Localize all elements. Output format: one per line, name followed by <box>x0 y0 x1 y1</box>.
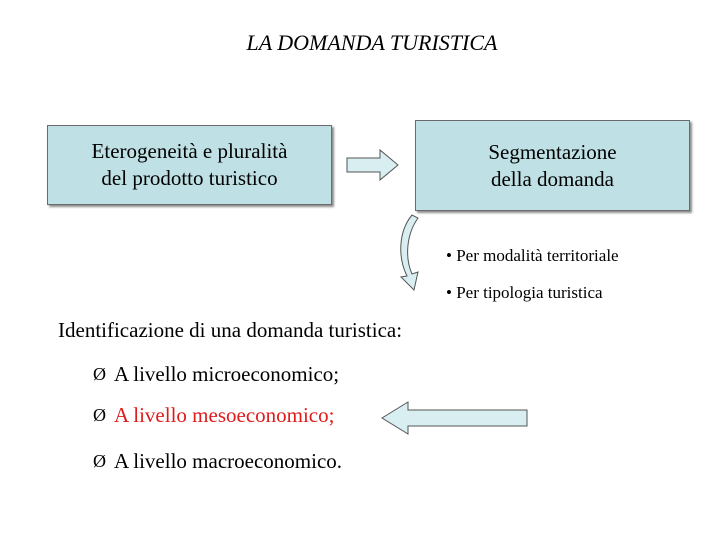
bullet-arrow-icon: Ø <box>93 405 106 425</box>
page-title: LA DOMANDA TURISTICA <box>246 30 498 55</box>
bullet-arrow-icon: Ø <box>93 364 106 384</box>
bullet-arrow-icon: Ø <box>93 451 106 471</box>
identification-heading: Identificazione di una domanda turistica: <box>58 318 403 342</box>
list-item-micro <box>93 362 339 387</box>
curved-down-arrow-icon <box>401 215 418 290</box>
list-item-meso-label: A livello mesoeconomico; <box>114 403 335 427</box>
list-item-macro-label: A livello macroeconomico. <box>114 449 343 473</box>
list-item-macro <box>93 449 342 474</box>
bullet-territorial: • Per modalità territoriale <box>446 246 619 265</box>
heterogeneity-box-label: Eterogeneità e pluralità del prodotto turistico <box>91 139 288 190</box>
bullet-tourism-type: • Per tipologia turistica <box>446 283 603 302</box>
list-item-meso <box>93 403 334 428</box>
list-item-micro-label: A livello microeconomico; <box>114 362 340 386</box>
left-block-arrow-icon <box>382 402 527 434</box>
right-block-arrow-icon <box>347 150 398 180</box>
segmentation-box-label: Segmentazione della domanda <box>488 139 617 191</box>
